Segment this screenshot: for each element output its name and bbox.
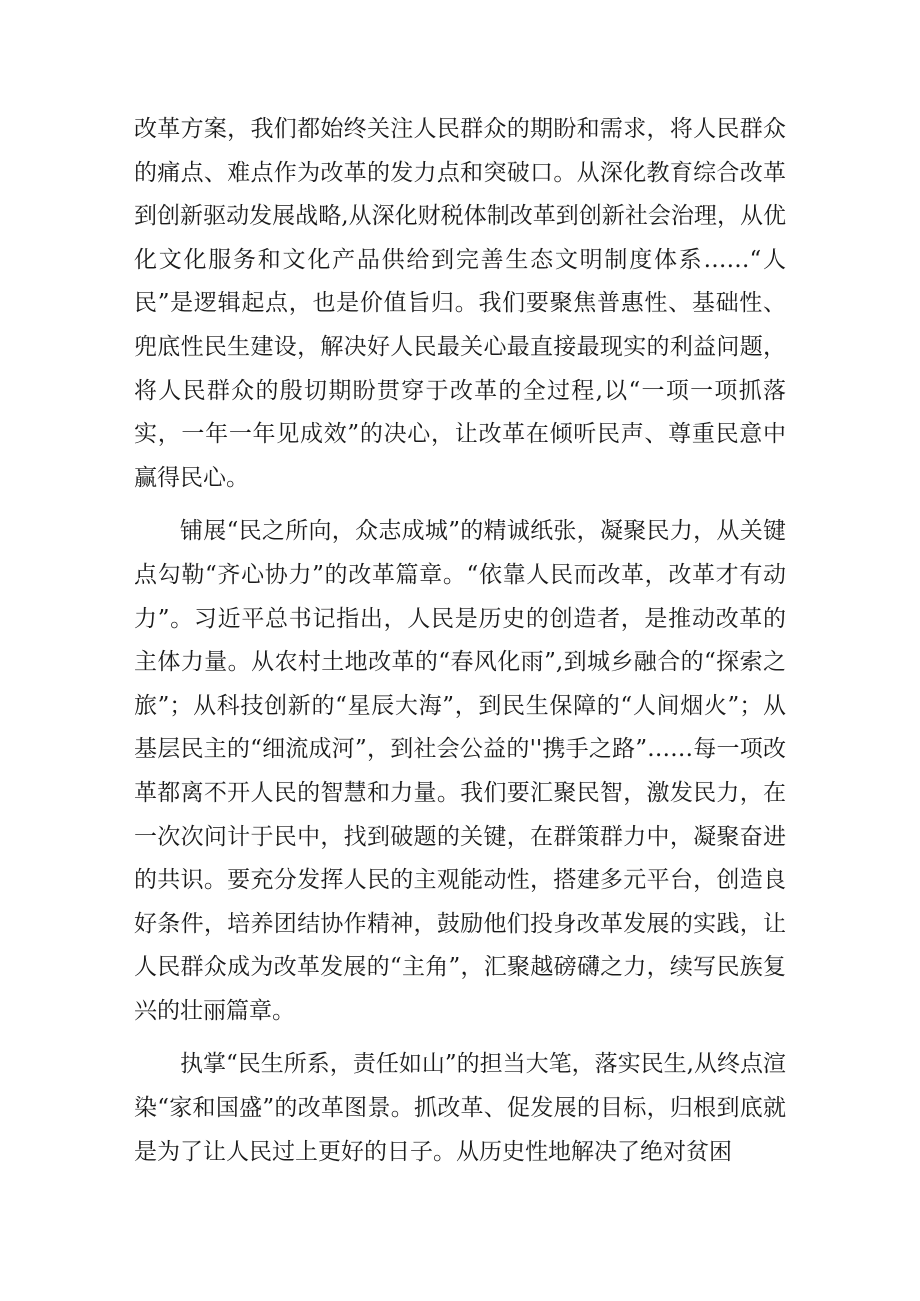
- paragraph-2: 铺展“民之所向，众志成城”的精诚纸张，凝聚民力，从关键点勾勒“齐心协力”的改革篇章。“依靠人民而改革，改革才有动力”。习近平总书记指出，人民是历史的创造者，是推动改革的主体力量。从农村土地改革的“春风化雨”,到城乡融合的“探索之旅”；从科技创新的“星辰大海”，到民生保障的“人间烟火”；从基层民主的“细流成河”，到社会公益的''携手之路”……每一项改革都离不开人民的智慧和力量。我们要汇聚民智，激发民力，在一次次问计于民中，找到破题的关键，在群策群力中，凝聚奋进的共识。要充分发挥人民的主观能动性，搭建多元平台，创造良好条件，培养团结协作精神，鼓励他们投身改革发展的实践，让人民群众成为改革发展的“主角”，汇聚越磅礴之力，续写民族复兴的壮丽篇章。: [134, 518, 786, 1024]
- paragraph-1: 改革方案，我们都始终关注人民群众的期盼和需求，将人民群众的痛点、难点作为改革的发力点和突破口。从深化教育综合改革到创新驱动发展战略,从深化财税体制改革到创新社会治理，从优化文化服务和文化产品供给到完善生态文明制度体系……“人民”是逻辑起点，也是价值旨归。我们要聚焦普惠性、基础性、兜底性民生建设，解决好人民最关心最直接最现实的利益问题，将人民群众的殷切期盼贯穿于改革的全过程,以“一项一项抓落实，一年一年见成效”的决心，让改革在倾听民声、尊重民意中赢得民心。: [134, 116, 786, 491]
- document-body: [134, 108, 786, 1184]
- paragraph-3: 执掌“民生所系，责任如山”的担当大笔，落实民生,从终点渲染“家和国盛”的改革图景。抓改革、促发展的目标，归根到底就是为了让人民过上更好的日子。从历史性地解决了绝对贫困: [134, 1051, 786, 1165]
